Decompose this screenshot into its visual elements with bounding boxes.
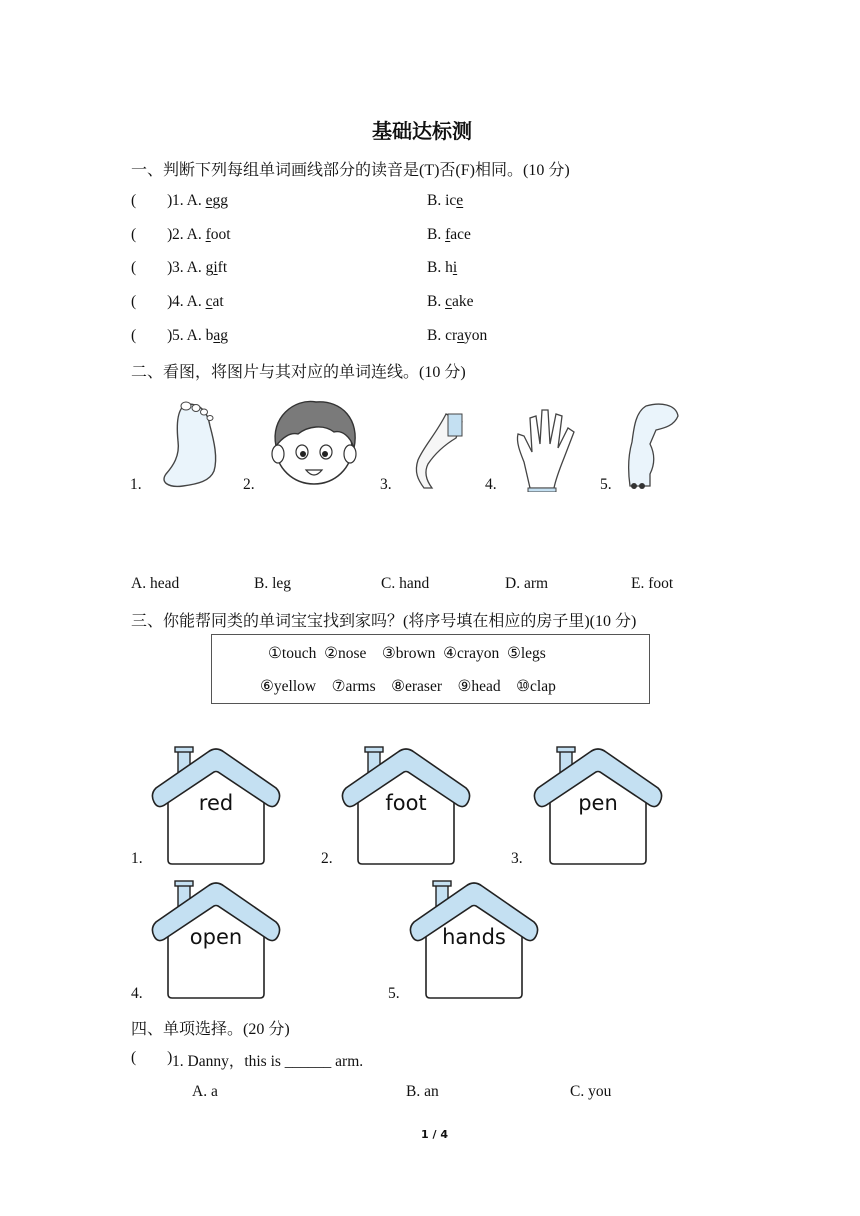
answer-blank[interactable]: ( ) (131, 259, 173, 276)
word-a: 5. A. bag (172, 327, 228, 344)
underlined-letter: a (457, 327, 465, 344)
underlined-letter: f (205, 226, 211, 243)
hand-image (510, 402, 584, 492)
word-b: B. cake (427, 293, 474, 310)
house-number: 3. (511, 850, 523, 867)
house-label: red (198, 791, 234, 815)
word-b: B. ice (427, 192, 464, 209)
underlined-letter: e (456, 192, 464, 209)
word-option-c: C. hand (381, 575, 430, 592)
word-bank-line-1: ①touch ②nose ③brown ④crayon ⑤legs (268, 645, 546, 662)
section3-heading: 三、你能帮同类的单词宝宝找到家吗？(将序号填在相应的房子里)(10 分) (131, 613, 637, 630)
house-label: hands (442, 925, 506, 949)
word-option-a: A. head (131, 575, 180, 592)
word-a: 4. A. cat (172, 293, 224, 310)
underlined-letter: e (205, 192, 213, 209)
question-1-text: 1. Danny，this is ______ arm. (172, 1053, 364, 1070)
word-option-e: E. foot (631, 575, 674, 592)
answer-blank[interactable]: ( ) (131, 192, 173, 209)
foot-image (148, 396, 228, 492)
underlined-letter: c (205, 293, 213, 310)
house-pen[interactable] (530, 744, 666, 866)
word-b: B. crayon (427, 327, 488, 344)
word-option-d: D. arm (505, 575, 549, 592)
word-a: 2. A. foot (172, 226, 231, 243)
pic-number-1: 1. (130, 476, 142, 493)
underlined-letter: i (213, 259, 218, 276)
house-number: 2. (321, 850, 333, 867)
choice-c: C. you (570, 1083, 612, 1100)
underlined-letter: f (445, 226, 451, 243)
underlined-letter: a (213, 327, 221, 344)
word-b: B. hi (427, 259, 458, 276)
choice-a: A. a (192, 1083, 218, 1100)
house-number: 1. (131, 850, 143, 867)
choice-b: B. an (406, 1083, 439, 1100)
page-title: 基础达标测 (372, 119, 472, 143)
pic-number-5: 5. (600, 476, 612, 493)
answer-blank[interactable]: ( ) (131, 226, 173, 243)
word-bank-line-2: ⑥yellow ⑦arms ⑧eraser ⑨head ⑩clap (260, 678, 556, 695)
word-option-b: B. leg (254, 575, 292, 592)
house-number: 4. (131, 985, 143, 1002)
answer-blank[interactable]: ( ) (131, 293, 173, 310)
pic-number-2: 2. (243, 476, 255, 493)
section4-heading: 四、单项选择。(20 分) (131, 1021, 290, 1038)
page-number: 1 / 4 (421, 1128, 448, 1141)
question-1-paren: ( ) (131, 1049, 173, 1066)
house-label: open (189, 925, 243, 949)
leg-image (396, 408, 468, 494)
house-label: foot (385, 791, 427, 815)
word-b: B. face (427, 226, 471, 243)
section1-heading: 一、判断下列每组单词画线部分的读音是(T)否(F)相同。(10 分) (131, 162, 570, 179)
house-hands[interactable] (406, 878, 542, 1000)
arm-image (620, 400, 682, 492)
head-image (264, 396, 364, 492)
word-a: 1. A. egg (172, 192, 228, 209)
house-foot[interactable] (338, 744, 474, 866)
word-a: 3. A. gift (172, 259, 228, 276)
house-number: 5. (388, 985, 400, 1002)
pic-number-4: 4. (485, 476, 497, 493)
answer-blank[interactable]: ( ) (131, 327, 173, 344)
underlined-letter: c (445, 293, 452, 310)
house-red[interactable] (148, 744, 284, 866)
underlined-letter: i (452, 259, 458, 276)
word-bank-box (211, 634, 650, 704)
pic-number-3: 3. (380, 476, 392, 493)
house-open[interactable] (148, 878, 284, 1000)
house-label: pen (578, 791, 618, 815)
section2-heading: 二、看图，将图片与其对应的单词连线。(10 分) (131, 364, 466, 381)
